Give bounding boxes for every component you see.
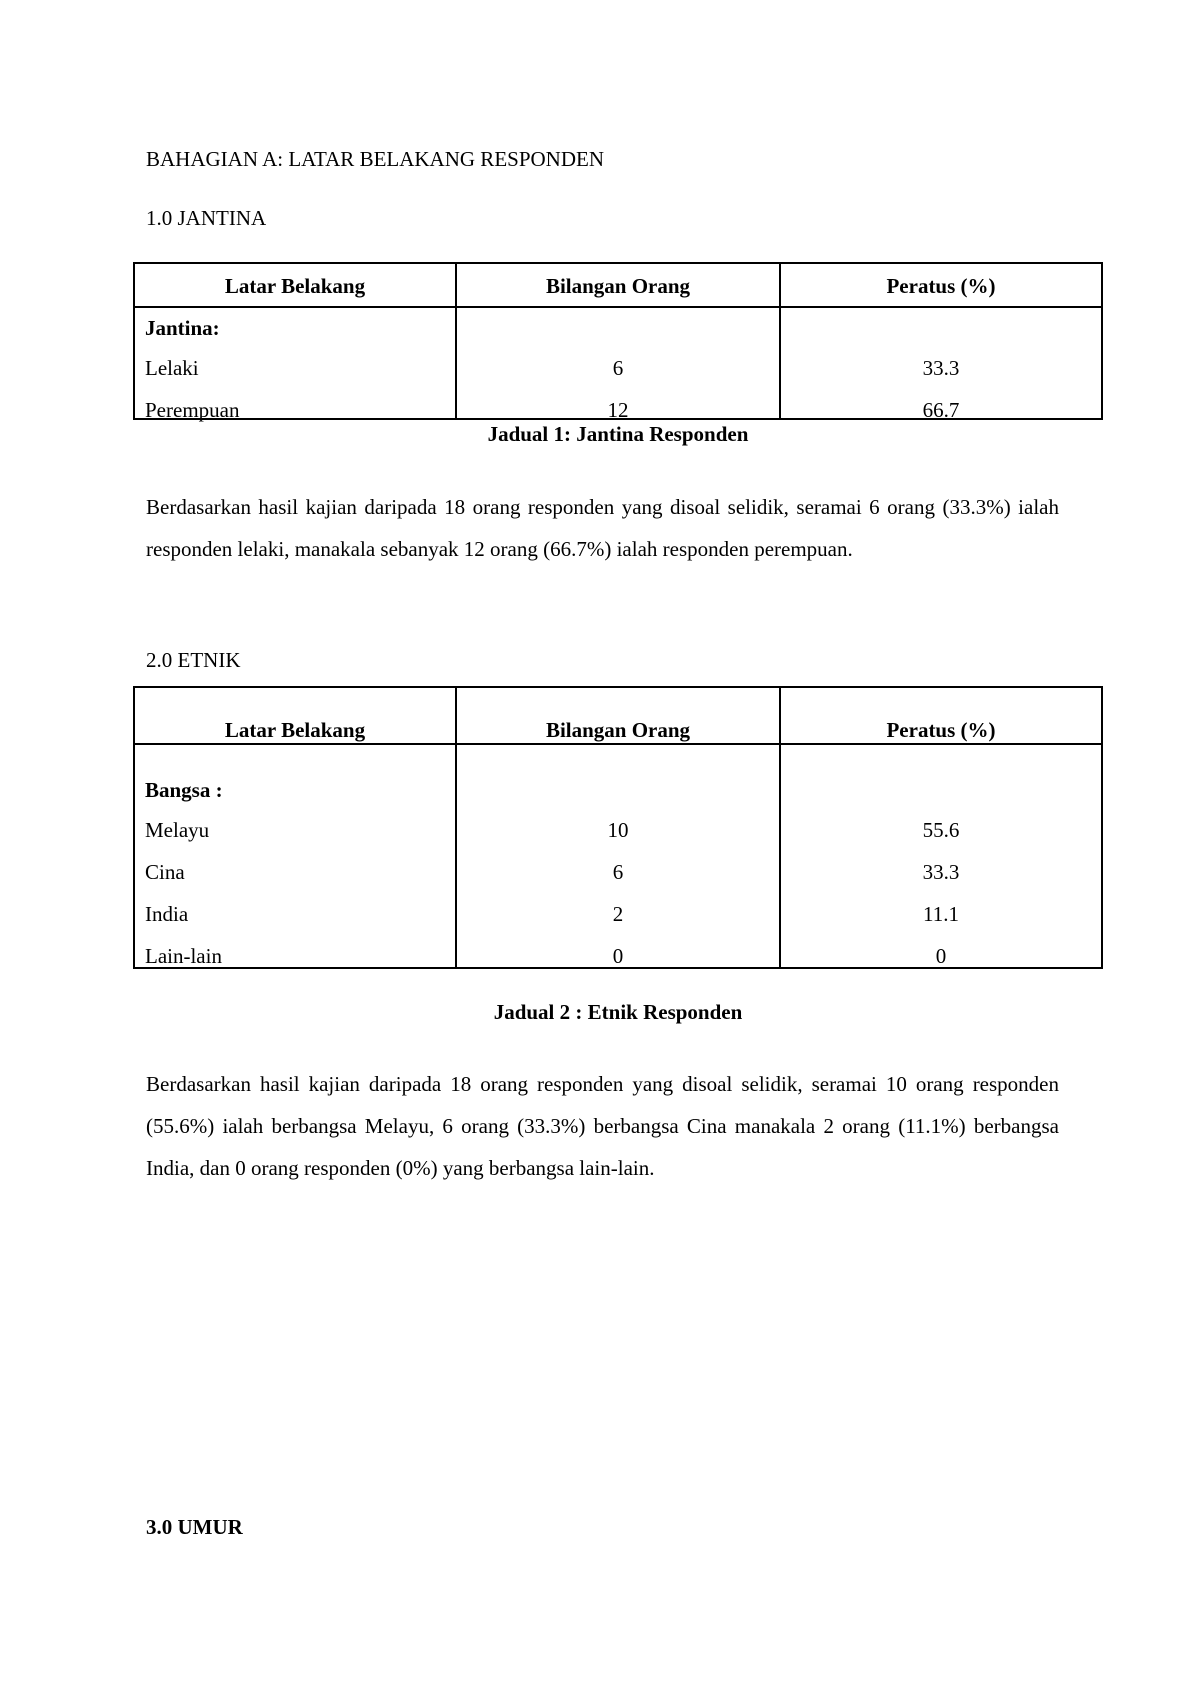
column-header-peratus: Peratus (%): [886, 274, 996, 298]
table-row-label: Lain-lain: [145, 944, 222, 968]
table-row-count: 10: [607, 818, 629, 842]
column-header-bilangan-orang: Bilangan Orang: [545, 718, 691, 742]
column-header-latar-belakang: Latar Belakang: [224, 718, 366, 742]
group-label: Bangsa :: [145, 778, 223, 802]
section-title: BAHAGIAN A: LATAR BELAKANG RESPONDEN: [146, 147, 604, 171]
table-row-label: India: [145, 902, 189, 926]
table-row-percent: 66.7: [922, 398, 960, 422]
table-jantina: [133, 262, 1103, 420]
table-row-count: 0: [612, 944, 624, 968]
table-row-count: 6: [612, 356, 624, 380]
table-row-label: Melayu: [145, 818, 210, 842]
paragraph-jantina: Berdasarkan hasil kajian daripada 18 orang responden yang disoal selidik, seramai 6 orang (33.3%) ialah responden lelaki, manakala sebanyak 12 orang (66.7%) ialah responden perempuan.: [146, 495, 1059, 561]
table-row-percent: 33.3: [922, 860, 960, 884]
table-row-percent: 55.6: [922, 818, 960, 842]
column-header-latar-belakang: Latar Belakang: [224, 274, 366, 298]
table-etnik: [133, 686, 1103, 969]
column-header-peratus: Peratus (%): [886, 718, 996, 742]
table-row-percent: 33.3: [922, 356, 960, 380]
table-caption-2: Jadual 2 : Etnik Responden: [493, 1000, 743, 1024]
table-row-percent: 11.1: [923, 902, 959, 926]
table-row-label: Cina: [145, 860, 185, 884]
group-label: Jantina:: [145, 316, 220, 340]
table-row-count: 6: [612, 860, 624, 884]
table-row-label: Lelaki: [145, 356, 199, 380]
heading-etnik: 2.0 ETNIK: [146, 648, 241, 672]
table-row-percent: 0: [935, 944, 947, 968]
paragraph-etnik: Berdasarkan hasil kajian daripada 18 orang responden yang disoal selidik, seramai 10 orang responden (55.6%) ialah berbangsa Melayu, 6 orang (33.3%) berbangsa Cina manakala 2 orang (11.1%) berbangsa India, dan 0 orang responden (0%) yang berbangsa lain-lain.: [146, 1072, 1059, 1180]
table-row-label: Perempuan: [145, 398, 240, 422]
table-row-count: 12: [607, 398, 629, 422]
table-row-count: 2: [612, 902, 624, 926]
heading-umur: 3.0 UMUR: [146, 1515, 243, 1539]
table-caption-1: Jadual 1: Jantina Responden: [487, 422, 749, 446]
column-header-bilangan-orang: Bilangan Orang: [545, 274, 691, 298]
heading-jantina: 1.0 JANTINA: [146, 206, 267, 230]
